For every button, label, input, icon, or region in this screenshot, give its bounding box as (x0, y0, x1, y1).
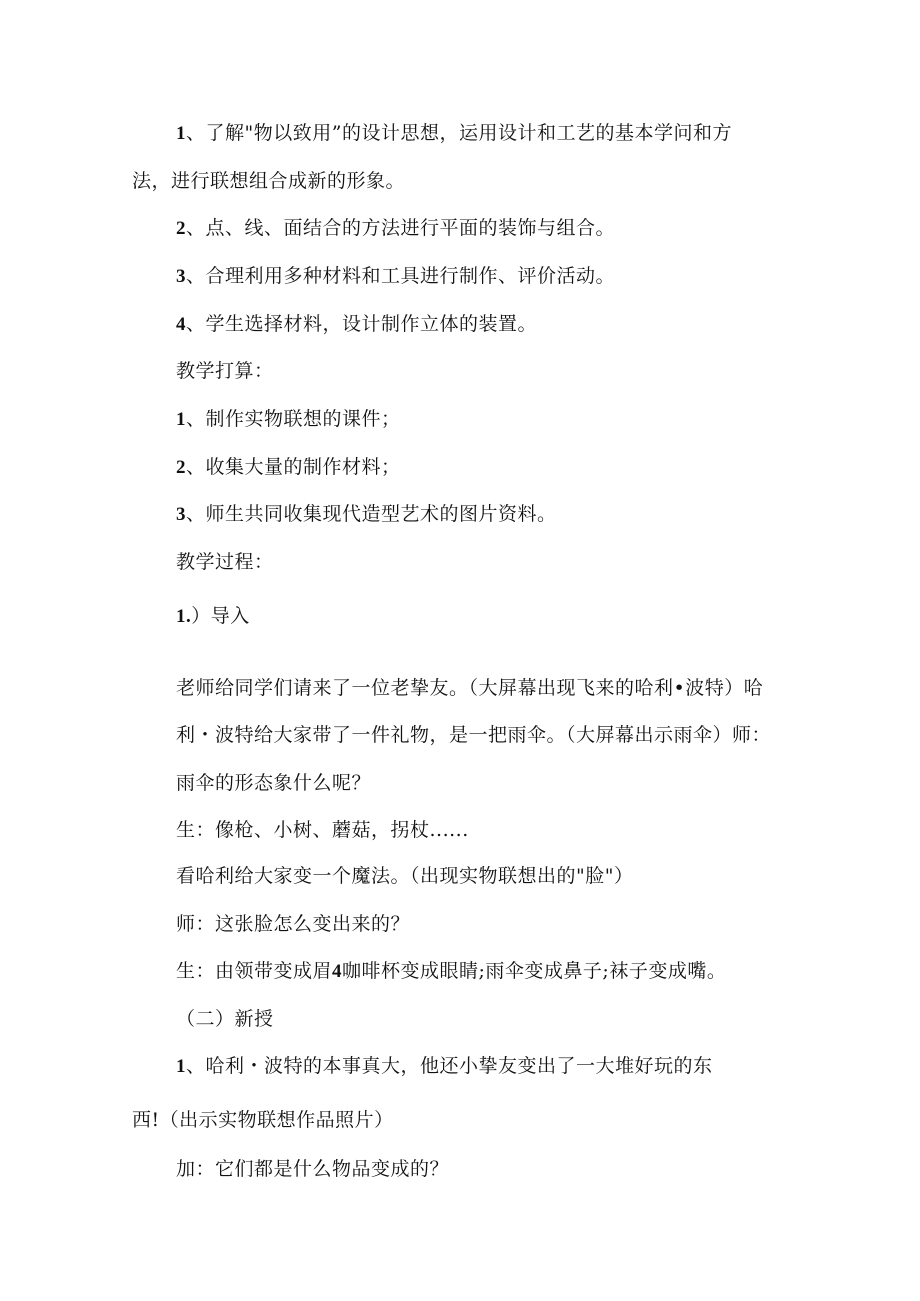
intro-line-3: 雨伞的形态象什么呢？ (176, 772, 372, 794)
objective-3-text: 、合理利用多种材料和工具进行制作、评价活动。 (186, 265, 616, 287)
new-lesson-1-continued: 西!（出示实物联想作品照片） (132, 1109, 394, 1131)
prep-heading: 教学打算： (176, 360, 274, 382)
process-heading: 教学过程： (176, 551, 274, 573)
objective-1-continued-text: 法，进行联想组合成新的形象。 (132, 170, 406, 192)
objective-1-continued (132, 169, 405, 193)
prep-item-3-number: 3 (176, 504, 186, 525)
intro-line-6: 师：这张脸怎么变出来的？ (176, 913, 411, 935)
new-lesson-question: 加：它们都是什么物品变成的？ (176, 1158, 450, 1180)
objective-1-text: 、了解"物以致用”的设计思想，运用设计和工艺的基本学问和方 (186, 122, 732, 144)
objective-1 (176, 121, 732, 146)
prep-item-2-number: 2 (176, 457, 186, 478)
prep-item-2 (176, 455, 401, 480)
new-lesson-1-number: 1 (176, 1056, 186, 1077)
prep-item-3 (176, 502, 557, 527)
intro-line-4: 生：像枪、小树、蘑菇，拐杖...... (176, 819, 469, 841)
answer-text-start: 生：由领带变成眉 (176, 960, 333, 982)
objective-1-number: 1 (176, 123, 186, 144)
intro-line-1: 老师给同学们请来了一位老挚友。（大屏幕出现飞来的哈利•波特）哈 (176, 677, 764, 699)
section-1-text: ）导入 (191, 605, 250, 627)
answer-number: 4 (332, 961, 343, 982)
answer-text-end: 咖啡杯变成眼睛;雨伞变成鼻子;袜子变成嘴。 (342, 960, 727, 982)
intro-line-5: 看哈利给大家变一个魔法。（出现实物联想出的"脸"） (176, 865, 634, 887)
prep-item-1-text: 、制作实物联想的课件； (186, 408, 401, 430)
answer-line (176, 959, 726, 984)
new-lesson-1 (176, 1054, 713, 1079)
section-1-heading (176, 604, 250, 629)
objective-2 (176, 216, 615, 241)
intro-line-2: 利・波特给大家带了一件礼物，是一把雨伞。（大屏幕出示雨伞）师： (176, 724, 772, 746)
objective-3 (176, 264, 615, 289)
prep-item-3-text: 、师生共同收集现代造型艺术的图片资料。 (186, 503, 557, 525)
prep-item-1 (176, 407, 401, 432)
prep-item-2-text: 、收集大量的制作材料； (186, 456, 401, 478)
objective-4-number: 4 (176, 314, 186, 335)
prep-item-1-number: 1 (176, 409, 186, 430)
objective-4-text: 、学生选择材料，设计制作立体的装置。 (186, 313, 538, 335)
section-1-number: 1. (176, 606, 192, 627)
objective-3-number: 3 (176, 266, 186, 287)
objective-2-number: 2 (176, 218, 186, 239)
new-lesson-1-text: 、哈利・波特的本事真大，他还小挚友变出了一大堆好玩的东 (186, 1055, 713, 1077)
section-2-heading: （二）新授 (176, 1008, 274, 1030)
objective-4 (176, 312, 537, 337)
objective-2-text: 、点、线、面结合的方法进行平面的装饰与组合。 (186, 217, 616, 239)
